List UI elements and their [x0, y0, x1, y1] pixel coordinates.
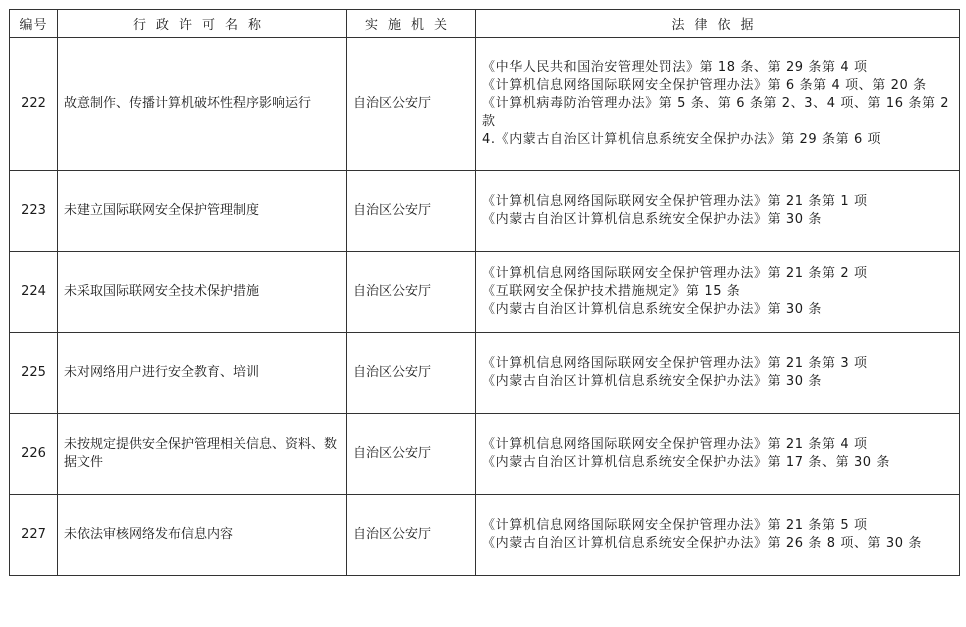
permit-name: 未按规定提供安全保护管理相关信息、资料、数据文件 — [58, 414, 347, 495]
row-number: 222 — [10, 38, 58, 171]
permit-name: 未对网络用户进行安全教育、培训 — [58, 333, 347, 414]
permit-name: 故意制作、传播计算机破坏性程序影响运行 — [58, 38, 347, 171]
agency: 自治区公安厅 — [347, 38, 476, 171]
legal-basis-line: 《计算机信息网络国际联网安全保护管理办法》第 6 条第 4 项、第 20 条 — [482, 78, 927, 93]
legal-basis-line: 《内蒙古自治区计算机信息系统安全保护办法》第 17 条、第 30 条 — [482, 455, 891, 470]
legal-basis — [476, 252, 960, 333]
legal-basis — [476, 333, 960, 414]
legal-basis-line: 《内蒙古自治区计算机信息系统安全保护办法》第 26 条 8 项、第 30 条 — [482, 536, 922, 551]
legal-basis-line: 《中华人民共和国治安管理处罚法》第 18 条、第 29 条第 4 项 — [482, 60, 868, 75]
row-number: 225 — [10, 333, 58, 414]
legal-basis — [476, 38, 960, 171]
row-number: 227 — [10, 495, 58, 576]
row-number: 223 — [10, 171, 58, 252]
legal-basis-line: 4.《内蒙古自治区计算机信息系统安全保护办法》第 29 条第 6 项 — [482, 132, 882, 147]
legal-basis-line: 《计算机信息网络国际联网安全保护管理办法》第 21 条第 1 项 — [482, 194, 868, 209]
legal-basis-line: 《计算机信息网络国际联网安全保护管理办法》第 21 条第 5 项 — [482, 518, 868, 533]
legal-basis-line: 《计算机信息网络国际联网安全保护管理办法》第 21 条第 3 项 — [482, 356, 868, 371]
permit-name: 未依法审核网络发布信息内容 — [58, 495, 347, 576]
header-row — [10, 10, 960, 38]
permit-name: 未建立国际联网安全保护管理制度 — [58, 171, 347, 252]
legal-basis — [476, 171, 960, 252]
agency: 自治区公安厅 — [347, 252, 476, 333]
agency: 自治区公安厅 — [347, 333, 476, 414]
header-legal-basis: 法律依据 — [476, 10, 960, 38]
legal-basis — [476, 495, 960, 576]
legal-basis-line: 《计算机信息网络国际联网安全保护管理办法》第 21 条第 2 项 — [482, 266, 868, 281]
legal-basis-line: 《计算机病毒防治管理办法》第 5 条、第 6 条第 2、3、4 项、第 16 条第 2 款 — [482, 96, 950, 129]
legal-basis-line: 《内蒙古自治区计算机信息系统安全保护办法》第 30 条 — [482, 212, 823, 227]
header-permit-name: 行政许可名称 — [58, 10, 347, 38]
regulation-table — [9, 9, 960, 576]
permit-name: 未采取国际联网安全技术保护措施 — [58, 252, 347, 333]
agency: 自治区公安厅 — [347, 171, 476, 252]
legal-basis — [476, 414, 960, 495]
header-agency: 实施机关 — [347, 10, 476, 38]
row-number: 226 — [10, 414, 58, 495]
legal-basis-line: 《互联网安全保护技术措施规定》第 15 条 — [482, 284, 741, 299]
legal-basis-line: 《内蒙古自治区计算机信息系统安全保护办法》第 30 条 — [482, 302, 823, 317]
legal-basis-line: 《计算机信息网络国际联网安全保护管理办法》第 21 条第 4 项 — [482, 437, 868, 452]
table-row — [10, 333, 960, 414]
header-number: 编号 — [10, 10, 58, 38]
table-row — [10, 495, 960, 576]
table-row — [10, 252, 960, 333]
table-row — [10, 171, 960, 252]
table-row — [10, 414, 960, 495]
agency: 自治区公安厅 — [347, 414, 476, 495]
table-row — [10, 38, 960, 171]
legal-basis-line: 《内蒙古自治区计算机信息系统安全保护办法》第 30 条 — [482, 374, 823, 389]
row-number: 224 — [10, 252, 58, 333]
agency: 自治区公安厅 — [347, 495, 476, 576]
